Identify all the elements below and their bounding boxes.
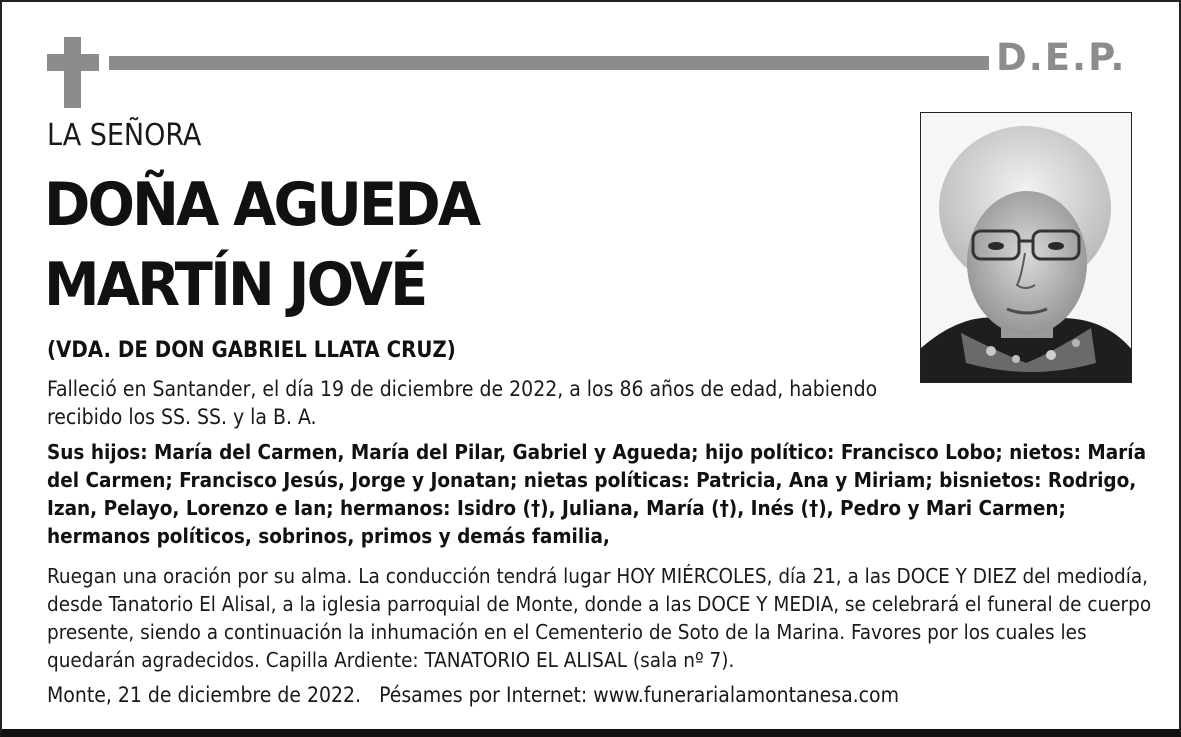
dep-label: D.E.P.	[996, 36, 1127, 79]
place-date-text: Monte, 21 de diciembre de 2022.	[47, 683, 362, 707]
header-rule	[109, 56, 989, 70]
deceased-name-line1: DOÑA AGUEDA	[44, 170, 479, 240]
family-list-text: Sus hijos: María del Carmen, María del Pilar, Gabriel y Agueda; hijo político: Francisco Lobo; nietos: María del Carmen; Francisco Jesús, Jorge y Jonatan; nietas políticas: Patricia, Ana y Miriam; bisnietos: Rodrigo, Izan, Pelayo, Lorenzo e Ian; hermanos: Isidro (†), Juliana, María (†), Inés (†), Pedro y Mari Carmen; hermanos políticos, sobrinos, primos y demás familia,	[47, 440, 1147, 548]
widow-of-label: (VDA. DE DON GABRIEL LLATA CRUZ)	[47, 338, 456, 363]
footer-line	[47, 681, 1157, 709]
deceased-name-line2: MARTÍN JOVÉ	[44, 250, 426, 320]
intro-label: LA SEÑORA	[47, 118, 202, 153]
death-notice-text: Falleció en Santander, el día 19 de diciembre de 2022, a los 86 años de edad, habiendo recibido los SS. SS. y la B. A.	[47, 377, 878, 429]
service-details-text: Ruegan una oración por su alma. La conducción tendrá lugar HOY MIÉRCOLES, día 21, a las DOCE Y DIEZ del mediodía, desde Tanatorio El Alisal, a la iglesia parroquial de Monte, donde a las DOCE Y MEDIA, se celebrará el funeral de cuerpo presente, siendo a continuación la inhumación en el Cementerio de Soto de la Marina. Favores por los cuales les quedarán agradecidos. Capilla Ardiente: TANATORIO EL ALISAL (sala nº 7).	[47, 564, 1152, 672]
portrait-photo	[920, 112, 1132, 383]
condolences-text: Pésames por Internet: www.funerarialamontanesa.com	[379, 683, 899, 707]
